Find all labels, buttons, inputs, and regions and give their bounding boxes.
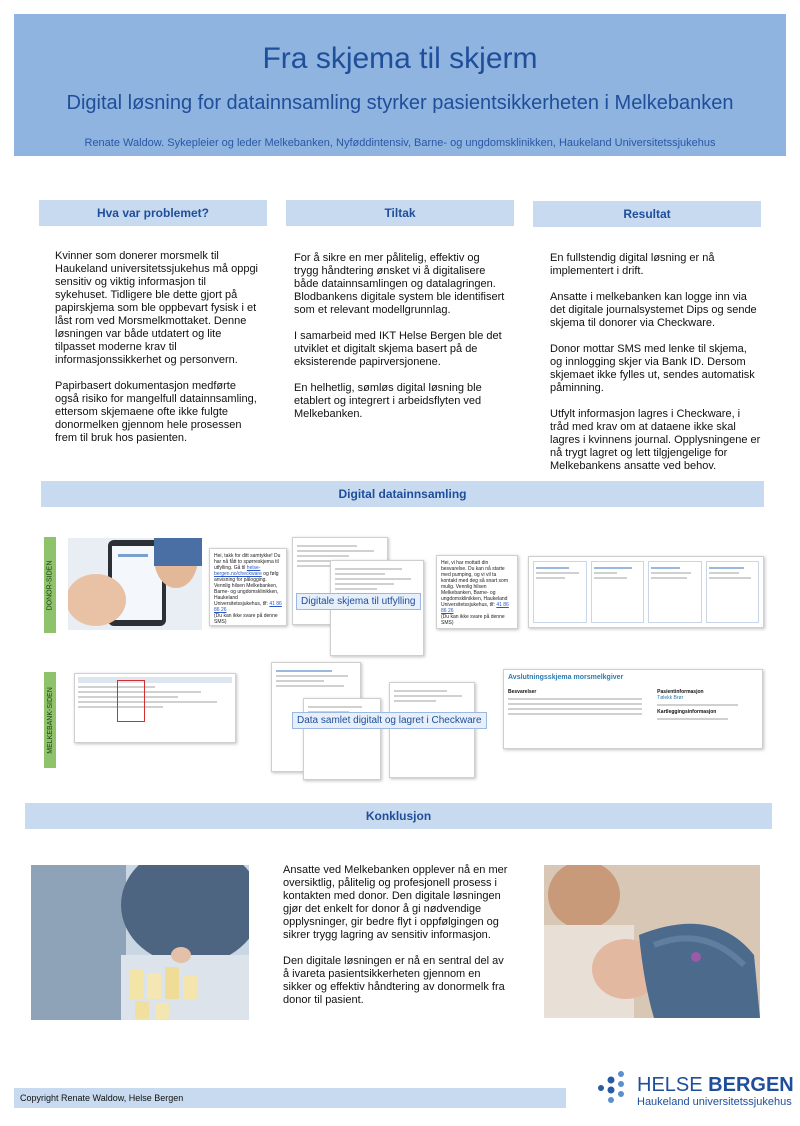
checkware-panel	[533, 561, 587, 623]
problem-text	[55, 250, 260, 458]
doc-line	[536, 567, 569, 569]
doc-line	[297, 555, 349, 557]
sms2-note: (Du kan ikke svare på denne SMS)	[441, 614, 505, 626]
checkware-panels	[533, 561, 759, 623]
doc-line	[536, 577, 565, 579]
poster-title: Fra skjema til skjerm	[262, 42, 538, 75]
copyright-bar: Copyright Renate Waldow, Helse Bergen	[14, 1088, 566, 1108]
section-heading-konklusjon: Konklusjon	[25, 803, 772, 829]
doc-line	[297, 550, 374, 552]
helse-bergen-logo-icon	[595, 1070, 631, 1106]
doc-line	[709, 572, 740, 574]
doc-line	[276, 685, 344, 687]
doc-line	[335, 578, 411, 580]
konklusjon-text	[283, 864, 509, 1020]
doc-line	[508, 703, 642, 705]
sms1-note: (Du kan ikke svare på denne SMS)	[214, 613, 278, 625]
caption-stored: Data samlet digitalt og lagret i Checkware	[292, 712, 487, 729]
caption-forms: Digitale skjema til utfylling	[296, 593, 421, 610]
doc-line	[276, 675, 348, 677]
donor-side-text: DONOR-SIDEN	[46, 560, 54, 610]
sms1-text: Hei, takk for ditt samtykke! Du har nå fått to spørreskjema til utfylling. Gå til	[214, 553, 281, 571]
section-heading-tiltak: Tiltak	[286, 200, 514, 226]
doc-line	[651, 567, 680, 569]
doc-line	[508, 708, 642, 710]
checkware-screens	[528, 556, 764, 628]
doc-line	[276, 680, 324, 682]
resultat-text	[550, 252, 762, 486]
doc-line	[657, 718, 728, 720]
resultat-paragraph-3: Donor mottar SMS med lenke til skjema, og innlogging skjer via Bank ID. Dersom skjemaet ikke fylles ut, sendes automatisk påminning.	[550, 343, 755, 394]
sms-card-1	[209, 548, 287, 626]
doc-line	[508, 698, 642, 700]
final-form-title: Avslutningsskjema morsmelkgiver	[508, 674, 624, 681]
logo-word-bergen: BERGEN	[708, 1074, 794, 1096]
stored-document-2	[303, 698, 381, 780]
checkware-panel	[591, 561, 645, 623]
konklusjon-paragraph-1: Ansatte ved Melkebanken opplever nå en mer oversiktlig, pålitelig og profesjonell prosess i kontakten med donor. Den digitale løsningen gjør det enkelt for donor å gi nødvendige opplysninger, gir bedre flyt i oppfølgingen og sikrer trygg lagring av sensitiv informasjon.	[283, 864, 508, 941]
logo-dots	[595, 1070, 631, 1106]
konklusjon-paragraph-2: Den digitale løsningen er nå en sentral del av å ivareta pasientsikkerheten gjennom en sikker og effektiv håndtering av donormelk fra donor til pasient.	[283, 955, 505, 1006]
doc-line	[308, 706, 362, 708]
checkware-panel	[706, 561, 760, 623]
sms2-phone[interactable]: 41 86 86 26	[441, 602, 509, 614]
poster-authors: Renate Waldow. Sykepleier og leder Melkebanken, Nyføddintensiv, Barne- og ungdomsklinikken, Haukeland Universitetssjukehus	[84, 137, 716, 149]
doc-line	[276, 670, 332, 672]
final-form-patient: Tølekk Brør	[657, 695, 684, 701]
tiltak-paragraph-3: En helhetlig, sømløs digital løsning ble etablert og integrert i arbeidsflyten ved Melkebanken.	[294, 382, 482, 420]
logo-wordmark	[637, 1074, 794, 1097]
final-form-right-heading: Pasientinformasjon	[657, 689, 704, 695]
doc-line	[297, 545, 357, 547]
header-banner	[14, 14, 786, 156]
section-heading-problem: Hva var problemet?	[39, 200, 267, 226]
donor-side-label	[44, 537, 56, 633]
final-form-left	[508, 689, 649, 723]
sms2-text: Hei, vi har mottatt din besvarelse. Du kan nå starte med pumping, og vi vil ta kontakt med deg så snart som mulig. Vennlig hilsen Melkebanken, Barne- og ungdomsklinikken, Haukeland Universitetssjukehus, tlf:	[441, 560, 508, 608]
logo-subtitle: Haukeland universitetssjukehus	[637, 1096, 792, 1108]
doc-line	[335, 583, 394, 585]
stored-document-3	[389, 682, 475, 778]
tiltak-text	[294, 252, 506, 434]
logo-word-helse: HELSE	[637, 1074, 703, 1096]
resultat-paragraph-4: Utfylt informasjon lagres i Checkware, i tråd med krav om at dataene ikke skal lagres i kvinnens journal. Opplysningene er nå trygt lagret og lett tilgjengelige for Melkebankens ansatte ved behov.	[550, 408, 761, 472]
final-form-body	[508, 689, 758, 723]
doc-line	[709, 577, 752, 579]
doc-line	[657, 704, 738, 706]
doc-line	[335, 573, 385, 575]
section-heading-resultat: Resultat	[533, 201, 761, 227]
bottles-photo	[31, 865, 249, 1020]
section-heading-digital: Digital datainnsamling	[41, 481, 764, 507]
sms1-text-after: og følg anvisning for pålogging. Vennlig hilsen Melkebanken, Barne- og ungdomsklinikken, Haukeland Universitetssjukehus, tlf:	[214, 571, 279, 607]
doc-line	[335, 568, 402, 570]
doc-line	[394, 690, 447, 692]
dips-screenshot	[74, 673, 236, 743]
doc-line	[594, 567, 632, 569]
checkware-panel	[648, 561, 702, 623]
final-form-screenshot	[503, 669, 763, 749]
resultat-paragraph-1: En fullstendig digital løsning er nå implementert i drift.	[550, 252, 715, 277]
problem-paragraph-1: Kvinner som donerer morsmelk til Haukeland universitetssjukehus må oppgi sensitiv og viktig informasjon til sykehuset. Tidligere ble dette gjort på papirskjema som ble oppbevart fysisk i et låst rom ved Morsmelkmottaket. Denne løsningen var både utdatert og lite tilpasset moderne krav til informasjonssikkerhet og personvern.	[55, 250, 259, 366]
sms1-phone[interactable]: 41 86 86 26	[214, 601, 282, 613]
final-form-right-heading-2: Kartleggingsinformasjon	[657, 709, 717, 715]
doc-line	[394, 695, 462, 697]
doc-line	[536, 572, 579, 574]
doc-line	[594, 572, 618, 574]
doc-line	[594, 577, 627, 579]
baby-photo	[544, 865, 760, 1018]
melkebank-side-text: MELKEBANK-SIDEN	[46, 686, 54, 754]
bottles-illustration	[31, 865, 249, 1020]
doc-line	[709, 567, 745, 569]
phone-photo	[68, 538, 202, 630]
doc-line	[78, 701, 217, 703]
doc-line	[651, 577, 687, 579]
melkebank-side-label	[44, 672, 56, 768]
tiltak-paragraph-1: For å sikre en mer pålitelig, effektiv og trygg håndtering ønsket vi å digitalisere både datainnsamlingen og datalagringen. Blodbankens digitale system ble identifisert som et relevant modellgrunnlag.	[294, 252, 505, 316]
poster-subtitle: Digital løsning for datainnsamling styrker pasientsikkerheten i Melkebanken	[66, 92, 734, 114]
dips-highlight	[117, 680, 145, 722]
final-form-left-heading: Besvarelser	[508, 689, 537, 695]
phone-illustration	[68, 538, 202, 630]
baby-illustration	[544, 865, 760, 1018]
resultat-paragraph-2: Ansatte i melkebanken kan logge inn via det digitale journalsystemet Dips og sende skjema til donorer via Checkware.	[550, 291, 757, 329]
doc-line	[508, 713, 642, 715]
sms-card-2	[436, 555, 518, 629]
sms1-link[interactable]: helse-bergen.no/checkware	[214, 565, 262, 577]
doc-line	[394, 700, 436, 702]
tiltak-paragraph-2: I samarbeid med IKT Helse Bergen ble det utviklet et digitalt skjema basert på de eksisterende papirversjonene.	[294, 330, 502, 368]
dips-toolbar	[78, 677, 232, 683]
problem-paragraph-2: Papirbasert dokumentasjon medførte også risiko for mangelfull datainnsamling, ettersom skjemaene ofte ikke fulgte donormelken gjennom hele prosessen frem til bruk hos pasienten.	[55, 380, 257, 444]
doc-line	[335, 588, 377, 590]
doc-line	[651, 572, 691, 574]
final-form-right	[657, 689, 758, 723]
